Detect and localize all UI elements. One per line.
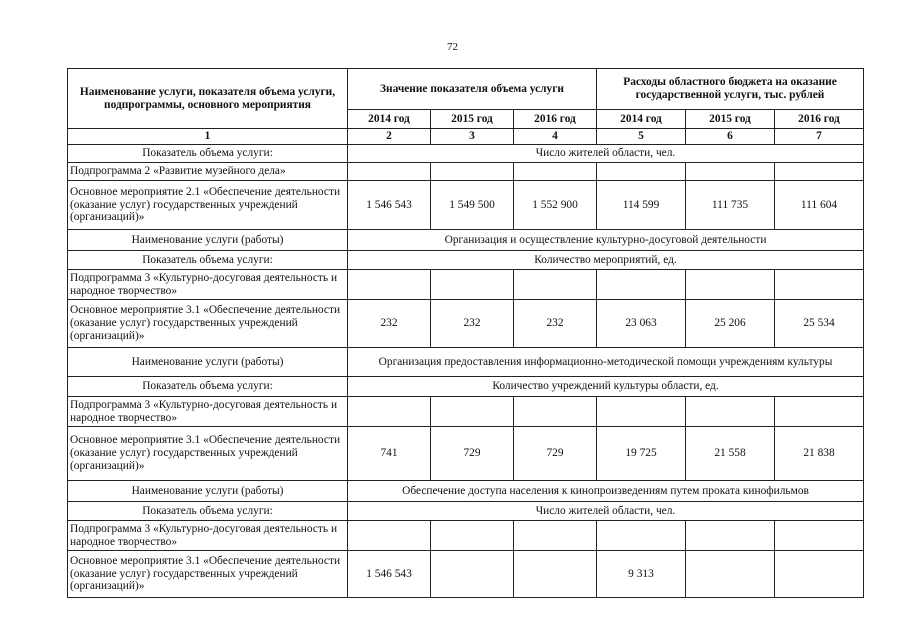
value-cell: 19 725 — [597, 427, 686, 481]
budget-table — [67, 68, 864, 598]
activity-row — [68, 551, 864, 598]
col-number: 6 — [686, 129, 775, 145]
indicator-label: Показатель объема услуги: — [68, 377, 348, 397]
indicator-value: Число жителей области, чел. — [348, 502, 864, 521]
col-number: 2 — [348, 129, 431, 145]
header-col1: Наименование услуги, показателя объема услуги, подпрограммы, основного мероприятия — [68, 69, 348, 129]
value-cell: 25 206 — [686, 300, 775, 348]
subprogram-label: Подпрограмма 3 «Культурно-досуговая деятельность и народное творчество» — [68, 270, 348, 300]
header-values-group: Значение показателя объема услуги — [348, 69, 597, 110]
indicator-label: Показатель объема услуги: — [68, 251, 348, 270]
service-row — [68, 230, 864, 251]
year-cell: 2016 год — [775, 110, 864, 129]
activity-row — [68, 181, 864, 230]
column-numbers-row — [68, 129, 864, 145]
service-label: Наименование услуги (работы) — [68, 481, 348, 502]
value-cell: 232 — [348, 300, 431, 348]
activity-label: Основное мероприятие 2.1 «Обеспечение деятельности (оказание услуг) государственных учреждений (организаций)» — [68, 181, 348, 230]
col-number: 7 — [775, 129, 864, 145]
indicator-label: Показатель объема услуги: — [68, 502, 348, 521]
value-cell: 111 604 — [775, 181, 864, 230]
value-cell: 114 599 — [597, 181, 686, 230]
service-value: Организация предоставления информационно-методической помощи учреждениям культуры — [348, 348, 864, 377]
subprogram-row — [68, 270, 864, 300]
value-cell — [431, 551, 514, 598]
value-cell: 1 546 543 — [348, 181, 431, 230]
year-cell: 2014 год — [348, 110, 431, 129]
activity-label: Основное мероприятие 3.1 «Обеспечение деятельности (оказание услуг) государственных учреждений (организаций)» — [68, 300, 348, 348]
indicator-value: Количество мероприятий, ед. — [348, 251, 864, 270]
value-cell — [775, 551, 864, 598]
service-row — [68, 348, 864, 377]
service-label: Наименование услуги (работы) — [68, 348, 348, 377]
subprogram-label: Подпрограмма 3 «Культурно-досуговая деятельность и народное творчество» — [68, 397, 348, 427]
col-number: 1 — [68, 129, 348, 145]
subprogram-label: Подпрограмма 2 «Развитие музейного дела» — [68, 163, 348, 181]
indicator-row — [68, 502, 864, 521]
indicator-row — [68, 145, 864, 163]
col-number: 5 — [597, 129, 686, 145]
value-cell: 232 — [514, 300, 597, 348]
value-cell: 21 558 — [686, 427, 775, 481]
service-value: Обеспечение доступа населения к кинопроизведениям путем проката кинофильмов — [348, 481, 864, 502]
subprogram-row — [68, 397, 864, 427]
indicator-value: Количество учреждений культуры области, ед. — [348, 377, 864, 397]
value-cell: 741 — [348, 427, 431, 481]
value-cell: 1 552 900 — [514, 181, 597, 230]
header-row — [68, 69, 864, 110]
value-cell — [514, 551, 597, 598]
subprogram-label: Подпрограмма 3 «Культурно-досуговая деятельность и народное творчество» — [68, 521, 348, 551]
year-cell: 2014 год — [597, 110, 686, 129]
value-cell: 1 549 500 — [431, 181, 514, 230]
service-row — [68, 481, 864, 502]
value-cell: 729 — [514, 427, 597, 481]
value-cell — [686, 551, 775, 598]
col-number: 4 — [514, 129, 597, 145]
indicator-row — [68, 377, 864, 397]
service-label: Наименование услуги (работы) — [68, 230, 348, 251]
header-expenses-group: Расходы областного бюджета на оказание государственной услуги, тыс. рублей — [597, 69, 864, 110]
value-cell: 9 313 — [597, 551, 686, 598]
service-value: Организация и осуществление культурно-досуговой деятельности — [348, 230, 864, 251]
indicator-value: Число жителей области, чел. — [348, 145, 864, 163]
subprogram-row — [68, 163, 864, 181]
col-number: 3 — [431, 129, 514, 145]
value-cell: 729 — [431, 427, 514, 481]
value-cell: 232 — [431, 300, 514, 348]
year-cell: 2016 год — [514, 110, 597, 129]
activity-label: Основное мероприятие 3.1 «Обеспечение деятельности (оказание услуг) государственных учреждений (организаций)» — [68, 551, 348, 598]
value-cell: 1 546 543 — [348, 551, 431, 598]
value-cell: 111 735 — [686, 181, 775, 230]
indicator-label: Показатель объема услуги: — [68, 145, 348, 163]
page-number: 72 — [447, 41, 458, 53]
value-cell: 23 063 — [597, 300, 686, 348]
value-cell: 25 534 — [775, 300, 864, 348]
year-cell: 2015 год — [431, 110, 514, 129]
year-cell: 2015 год — [686, 110, 775, 129]
activity-row — [68, 300, 864, 348]
activity-label: Основное мероприятие 3.1 «Обеспечение деятельности (оказание услуг) государственных учреждений (организаций)» — [68, 427, 348, 481]
indicator-row — [68, 251, 864, 270]
subprogram-row — [68, 521, 864, 551]
activity-row — [68, 427, 864, 481]
value-cell: 21 838 — [775, 427, 864, 481]
